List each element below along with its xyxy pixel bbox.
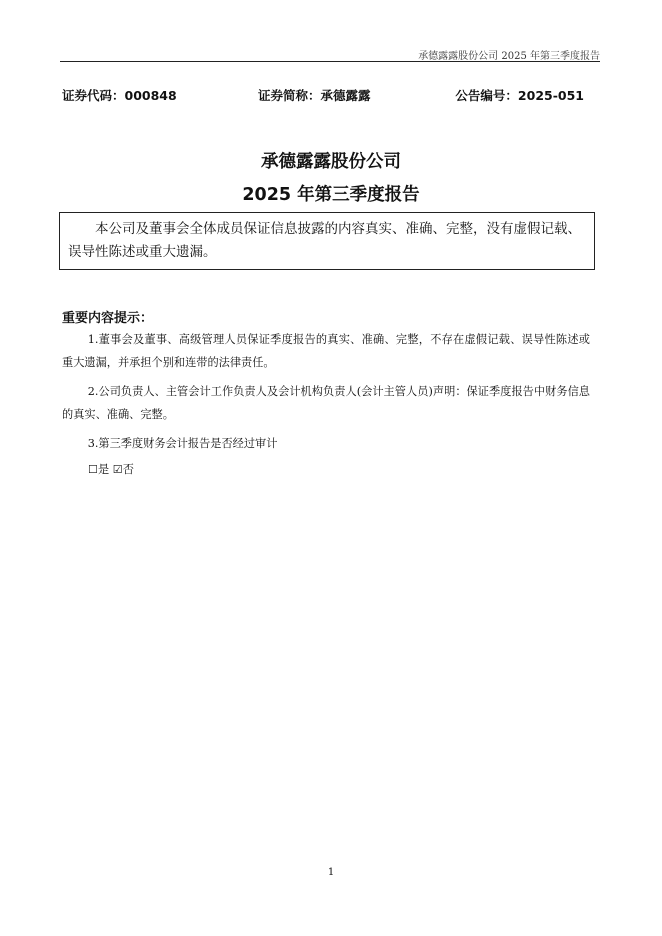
company-title: 承德露露股份公司 xyxy=(261,152,401,172)
notice-number: 公告编号：2025-051 xyxy=(455,88,584,103)
important-notice-heading: 重要内容提示： xyxy=(62,311,154,326)
disclaimer-box: 本公司及董事会全体成员保证信息披露的内容真实、准确、完整，没有虚假记载、误导性陈述或重大遗漏。 xyxy=(59,212,595,270)
audit-options: ☐是 ☑否 xyxy=(88,463,134,476)
page-number: 1 xyxy=(327,867,335,878)
report-title: 2025 年第三季度报告 xyxy=(242,185,420,205)
stock-code: 证券代码：000848 xyxy=(62,88,177,103)
notice-item-1: 1.董事会及董事、高级管理人员保证季度报告的真实、准确、完整，不存在虚假记载、误导性陈述或重大遗漏，并承担个别和连带的法律责任。 xyxy=(62,333,590,369)
running-header: 承德露露股份公司 2025 年第三季度报告 xyxy=(418,51,600,62)
stock-short-name: 证券简称：承德露露 xyxy=(258,88,371,103)
header-rule xyxy=(60,61,600,62)
notice-item-2: 2.公司负责人、主管会计工作负责人及会计机构负责人(会计主管人员)声明：保证季度报告中财务信息的真实、准确、完整。 xyxy=(62,385,590,421)
notice-item-3: 3.第三季度财务会计报告是否经过审计 xyxy=(87,437,278,450)
meta-row xyxy=(62,86,590,104)
